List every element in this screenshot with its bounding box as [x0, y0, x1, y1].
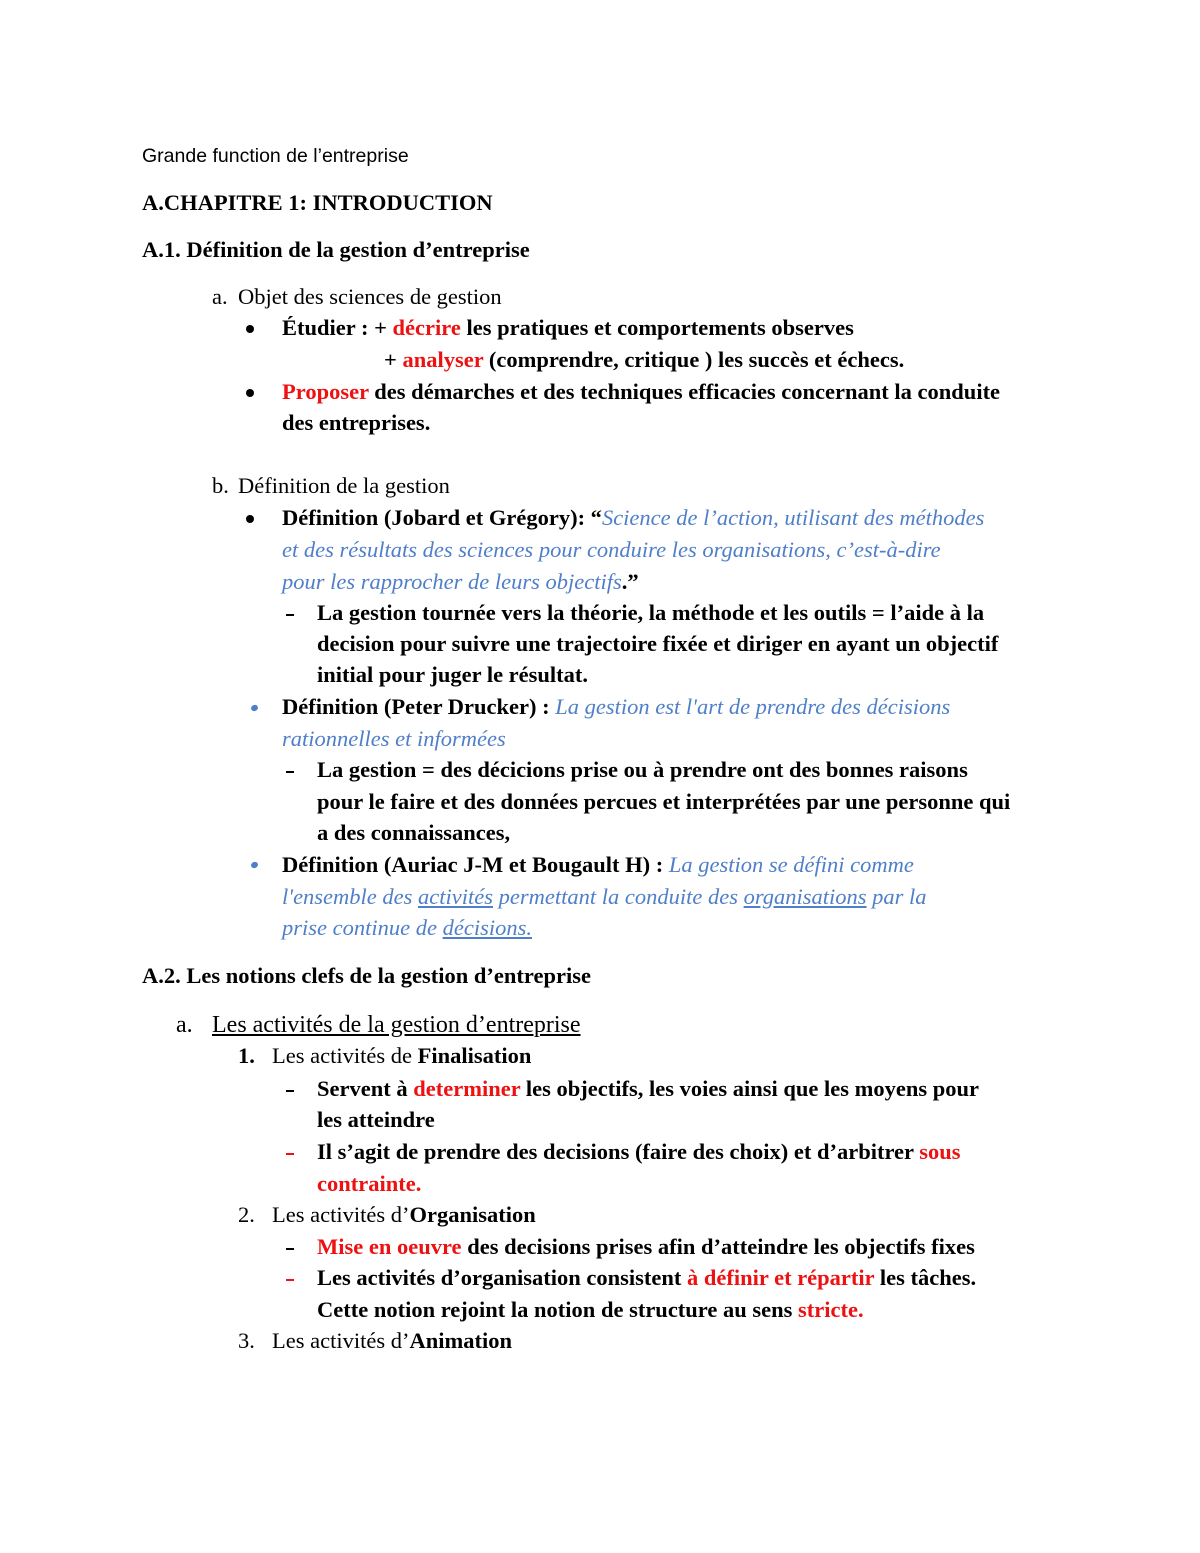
bullet-icon [246, 515, 254, 523]
bullet-icon [250, 704, 259, 712]
bullet-etudier-continued: + analyser (comprendre, critique ) les succès et échecs. [384, 347, 905, 372]
link-decisions[interactable]: décisions. [442, 915, 532, 940]
dash-icon [286, 1248, 294, 1250]
definition-drucker-quote-2: rationnelles et informées [282, 726, 506, 751]
activity-finalisation: Les activités de Finalisation [272, 1043, 532, 1068]
bullet-etudier: Étudier : + décrire les pratiques et comportements observes [282, 315, 854, 340]
sub-item-finalisation-2-continued: contrainte. [317, 1171, 422, 1196]
sub-item-drucker-2: pour le faire et des données percues et interprétées par une personne qui [317, 789, 1011, 814]
list-label-3: 3. [238, 1328, 255, 1353]
sub-item-organisation-3: Cette notion rejoint la notion de structure au sens stricte. [317, 1297, 864, 1322]
definition-jobard-quote-3: pour les rapprocher de leurs objectifs.” [282, 569, 639, 594]
sub-item-jobard-2: decision pour suivre une trajectoire fixée et diriger en ayant un objectif [317, 631, 999, 656]
dash-icon [286, 1279, 294, 1281]
dash-icon [286, 1090, 294, 1092]
bullet-icon [246, 389, 254, 397]
bullet-icon [250, 861, 259, 869]
dash-icon [286, 614, 294, 616]
sub-item-jobard-1: La gestion tournée vers la théorie, la méthode et les outils = l’aide à la [317, 600, 985, 625]
sub-item-finalisation-2: Il s’agit de prendre des decisions (faire des choix) et d’arbitrer sous [317, 1139, 961, 1164]
sub-item-jobard-3: initial pour juger le résultat. [317, 662, 589, 687]
definition-jobard-quote-2: et des résultats des sciences pour conduire les organisations, c’est-à-dire [282, 537, 941, 562]
sub-item-organisation-2: Les activités d’organisation consistent à définir et répartir les tâches. [317, 1265, 977, 1290]
list-label-b: b. [212, 473, 229, 498]
sub-item-drucker-3: a des connaissances, [317, 820, 511, 845]
definition-auriac-quote-3: prise continue de décisions. [282, 915, 532, 940]
list-label-a: a. [176, 1012, 193, 1038]
sub-item-drucker-1: La gestion = des décicions prise ou à prendre ont des bonnes raisons [317, 757, 968, 782]
section-heading-a2: A.2. Les notions clefs de la gestion d’entreprise [142, 963, 591, 988]
sub-item-organisation-1: Mise en oeuvre des decisions prises afin d’atteindre les objectifs fixes [317, 1234, 975, 1259]
section-heading-a1: A.1. Définition de la gestion d’entreprise [142, 237, 530, 262]
list-label-a: a. [212, 284, 228, 309]
bullet-icon [246, 325, 254, 333]
list-item-activites: Les activités de la gestion d’entreprise [212, 1012, 581, 1038]
list-item-objet: Objet des sciences de gestion [238, 284, 502, 309]
activity-animation: Les activités d’Animation [272, 1328, 512, 1353]
sub-item-finalisation-1: Servent à determiner les objectifs, les voies ainsi que les moyens pour [317, 1076, 980, 1101]
list-label-1: 1. [238, 1043, 255, 1068]
definition-jobard: Définition (Jobard et Grégory): “Science de l’action, utilisant des méthodes [282, 505, 985, 530]
definition-auriac: Définition (Auriac J-M et Bougault H) : La gestion se défini comme [282, 852, 914, 877]
link-organisations[interactable]: organisations [743, 884, 867, 909]
chapter-heading: A.CHAPITRE 1: INTRODUCTION [142, 190, 493, 215]
bullet-proposer-continued: des entreprises. [282, 410, 431, 435]
dash-icon [286, 771, 294, 773]
list-item-definition: Définition de la gestion [238, 473, 450, 498]
dash-icon [286, 1153, 294, 1155]
activity-organisation: Les activités d’Organisation [272, 1202, 536, 1227]
document-title: Grande function de l’entreprise [142, 145, 409, 167]
bullet-proposer: Proposer des démarches et des techniques efficacies concernant la conduite [282, 379, 1001, 404]
definition-auriac-quote-2: l'ensemble des activités permettant la conduite des organisations par la [282, 884, 927, 909]
definition-drucker: Définition (Peter Drucker) : La gestion est l'art de prendre des décisions [282, 694, 951, 719]
list-label-2: 2. [238, 1202, 255, 1227]
link-activites[interactable]: activités [418, 884, 494, 909]
sub-item-finalisation-1-continued: les atteindre [317, 1107, 435, 1132]
